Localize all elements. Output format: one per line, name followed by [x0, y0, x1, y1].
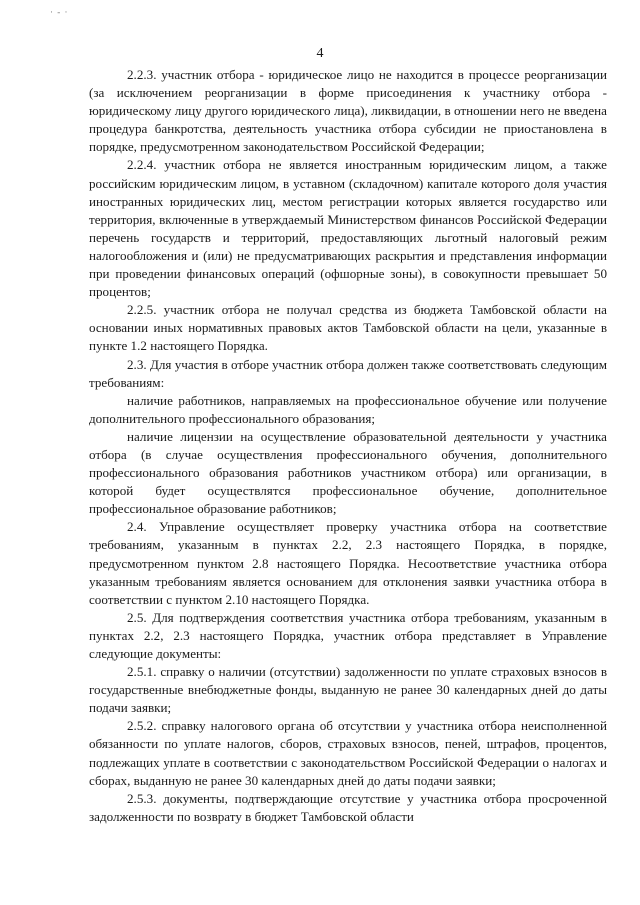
paragraph-2-5-2: 2.5.2. справку налогового органа об отсутствии у участника отбора неисполненной обязанности по уплате налогов, сборов, страховых взносов, пеней, штрафов, процентов, подлежащих уплате в соответствии с законодательством Российской Федерации о налогах и сборах, выданную не ранее 30 календарных дней до даты подачи заявки;: [89, 718, 607, 788]
paragraph-2-5-1: 2.5.1. справку о наличии (отсутствии) задолженности по уплате страховых взносов в государственные внебюджетные фонды, выданную не ранее 30 календарных дней до даты подачи заявки;: [89, 664, 607, 716]
requirement-license: наличие лицензии на осуществление образовательной деятельности у участника отбора (в случае осуществления профессионального обучения, дополнительного профессионального образования работников участником отбора) или организации, в которой будет осуществлятся профессиональное обучение, дополнительное профессиональное образование работников;: [89, 428, 607, 517]
requirement-employees: наличие работников, направляемых на профессиональное обучение или получение дополнительного профессионального образования;: [89, 392, 607, 426]
paragraph-2-5: 2.5. Для подтверждения соответствия участника отбора требованиям, указанным в пунктах 2.2, 2.3 настоящего Порядка, участник отбора представляет в Управление следующие документы:: [89, 609, 607, 661]
paragraph-2-3: 2.3. Для участия в отборе участник отбора должен также соответствовать следующим требованиям:: [89, 356, 607, 390]
paragraph-2-5-3: 2.5.3. документы, подтверждающие отсутствие у участника отбора просроченной задолженности по возврату в бюджет Тамбовской области: [89, 790, 607, 824]
document-body: [89, 66, 607, 826]
scan-mark: · ‑ ·: [50, 7, 69, 17]
paragraph-2-4: 2.4. Управление осуществляет проверку участника отбора на соответствие требованиям, указанным в пунктах 2.2, 2.3 настоящего Порядка, в порядке, предусмотренном пунктом 2.8 настоящего Порядка. Несоответствие участника отбора указанным требованиям является основанием для отклонения заявки участника отбора в соответствии с пунктом 2.10 настоящего Порядка.: [89, 519, 607, 607]
page-number: 4: [316, 46, 324, 61]
paragraph-2-2-3: 2.2.3. участник отбора - юридическое лицо не находится в процессе реорганизации (за исключением реорганизации в форме присоединения к участнику отбора - юридическому лицу другого юридического лица), ликвидации, в отношении него не введена процедура банкротства, деятельность участника отбора субсидии не приостановлена в порядке, предусмотренном законодательством Российской Федерации;: [89, 67, 607, 155]
paragraph-2-2-4: 2.2.4. участник отбора не является иностранным юридическим лицом, а также российским юридическим лицом, в уставном (складочном) капитале которого доля участия иностранных юридических лиц, местом регистрации которых является государство или территория, включенные в утверждаемый Министерством финансов Российской Федерации перечень государств и территорий, предоставляющих льготный налоговый режим налогообложения и (или) не предусматривающих раскрытия и представления информации при проведении финансовых операций (офшорные зоны), в совокупности превышает 50 процентов;: [89, 157, 607, 300]
paragraph-2-2-5: 2.2.5. участник отбора не получал средства из бюджета Тамбовской области на основании иных нормативных правовых актов Тамбовской области на цели, указанные в пункте 1.2 настоящего Порядка.: [89, 302, 607, 354]
